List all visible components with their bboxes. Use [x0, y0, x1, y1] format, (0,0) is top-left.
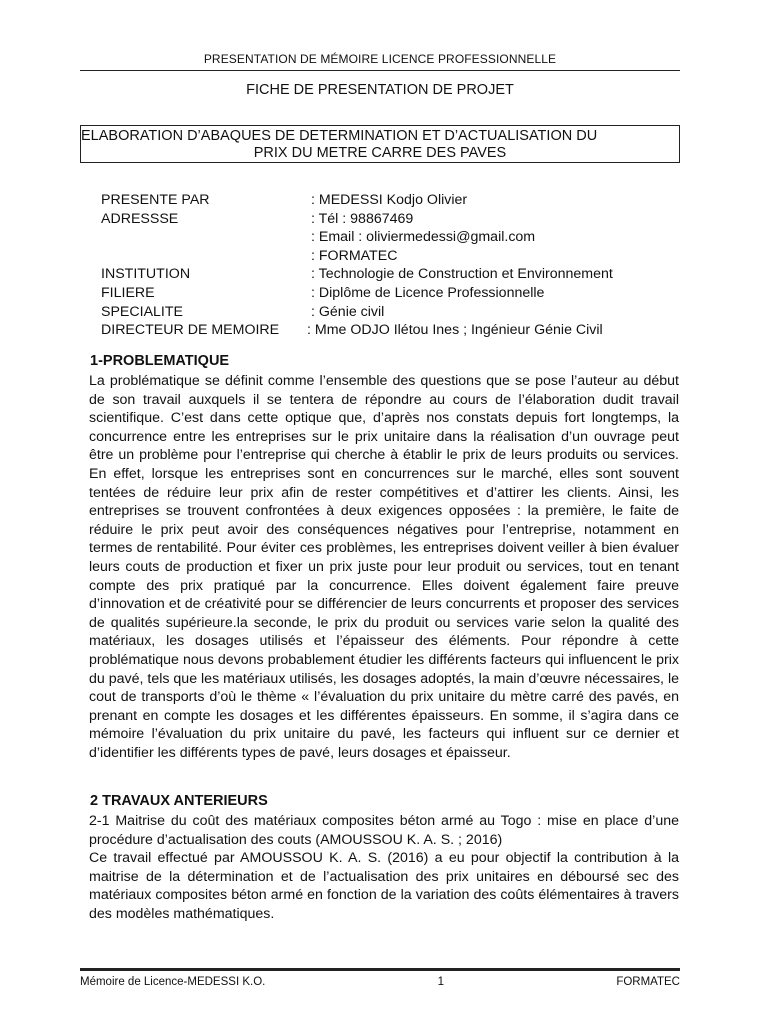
section-problematique-title: 1-PROBLEMATIQUE: [90, 353, 230, 369]
specialite-value: : Génie civil: [311, 303, 385, 320]
info-row-institution: [101, 265, 613, 284]
info-row-address-email: [101, 228, 613, 247]
info-row-presenter: [101, 191, 613, 210]
fiche-title: FICHE DE PRESENTATION DE PROJET: [246, 82, 514, 98]
page-number: 1: [437, 976, 445, 988]
info-row-filiere: [101, 284, 613, 303]
project-title-line1: ELABORATION D’ABAQUES DE DETERMINATION ET D’ACTUALISATION DU: [81, 128, 598, 144]
info-row-director: [101, 321, 613, 340]
header-rule: [80, 70, 680, 71]
section-travaux-para1: 2-1 Maitrise du coût des matériaux composites béton armé au Togo : mise en place d’une procédure d’actualisation des couts (AMOUSSOU K. A. S. ; 2016): [89, 813, 679, 848]
filiere-value: : Diplôme de Licence Professionnelle: [311, 284, 545, 301]
specialite-label: SPECIALITE: [101, 303, 184, 320]
footer-right: FORMATEC: [616, 976, 680, 988]
footer-rule: [80, 968, 680, 971]
address-org: : FORMATEC: [311, 247, 398, 264]
director-label: DIRECTEUR DE MEMOIRE: [101, 322, 280, 339]
institution-value: : Technologie de Construction et Environnement: [311, 266, 613, 283]
section-problematique-text: La problématique se définit comme l’ensemble des questions que se pose l’auteur au début de son travail auxquels il se tentera de répondre au cours de l’élaboration dudit travail scientifique. C’est dans cette optique que, d’après nos constats depuis fort longtemps, la concurrence entre les entreprises sur le prix unitaire dans la réalisation d’un ouvrage peut être un problème pour l’entreprise qui cherche à établir le prix de leurs produits ou services. En effet, lorsque les entreprises sont en concurrences sur le marché, elles sont souvent tentées de réduire leur prix afin de rester compétitives et d’attirer les clients. Ainsi, les entreprises se trouvent confrontées à deux exigences opposées : la première, le faite de réduire le prix peut avoir des conséquences négatives pour l’entreprise, notamment en termes de rentabilité. Pour éviter ces problèmes, les entreprises doivent veiller à bien évaluer leurs couts de production et fixer un prix juste pour leur produit ou services, tout en tenant compte des prix pratiqué par la concurrence. Elles doivent également faire preuve d’innovation et de créativité pour se différencier de leurs concurrents et proposer des services de qualités supérieure.la seconde, le prix du produit ou services varie selon la qualité des matériaux, les dosages utilisés et l’épaisseur des éléments. Pour répondre à cette problématique nous devons probablement étudier les différents facteurs qui influencent le prix du pavé, tels que les matériaux utilisés, les dosages adoptés, la main d’œuvre nécessaires, le cout de transports d’où le thème « l’évaluation du prix unitaire du mètre carré des pavés, en prenant en compte les dosages et les différentes épaisseurs. En somme, il s’agira dans ce mémoire l’évaluation du prix unitaire du pavé, les facteurs qui influent sur ce dernier et d’identifier les différents types de pavé, leurs dosages et épaisseur.: [89, 373, 679, 761]
presenter-value: : MEDESSI Kodjo Olivier: [311, 192, 468, 208]
project-info-block: [101, 191, 613, 340]
institution-label: INSTITUTION: [101, 266, 191, 283]
section-travaux-para2: Ce travail effectué par AMOUSSOU K. A. S. (2016) a eu pour objectif la contribution à la maitrise de la détermination et de l’actualisation des prix unitaires en déboursé sec des matériaux composites béton armé en fonction de la variation des coûts élémentaires à travers des modèles mathématiques.: [89, 850, 679, 922]
project-title-box: [80, 125, 680, 163]
info-row-specialite: [101, 303, 613, 322]
footer-left: Mémoire de Licence-MEDESSI K.O.: [80, 976, 266, 988]
filiere-label: FILIERE: [101, 284, 155, 301]
address-email: : Email : oliviermedessi@gmail.com: [311, 229, 536, 246]
running-header: PRESENTATION DE MÉMOIRE LICENCE PROFESSIONNELLE: [203, 52, 557, 66]
address-label: ADRESSSE: [101, 210, 179, 227]
info-row-address-org: [101, 247, 613, 266]
page-footer: [80, 976, 680, 988]
info-row-address-tel: [101, 210, 613, 229]
project-title-line2: PRIX DU METRE CARRE DES PAVES: [253, 145, 507, 161]
address-tel: : Tél : 98867469: [311, 210, 414, 227]
director-value: : Mme ODJO Ilétou Ines ; Ingénieur Génie Civil: [307, 322, 603, 339]
presenter-label: PRESENTE PAR: [101, 192, 210, 208]
section-travaux-title: 2 TRAVAUX ANTERIEURS: [90, 793, 268, 809]
